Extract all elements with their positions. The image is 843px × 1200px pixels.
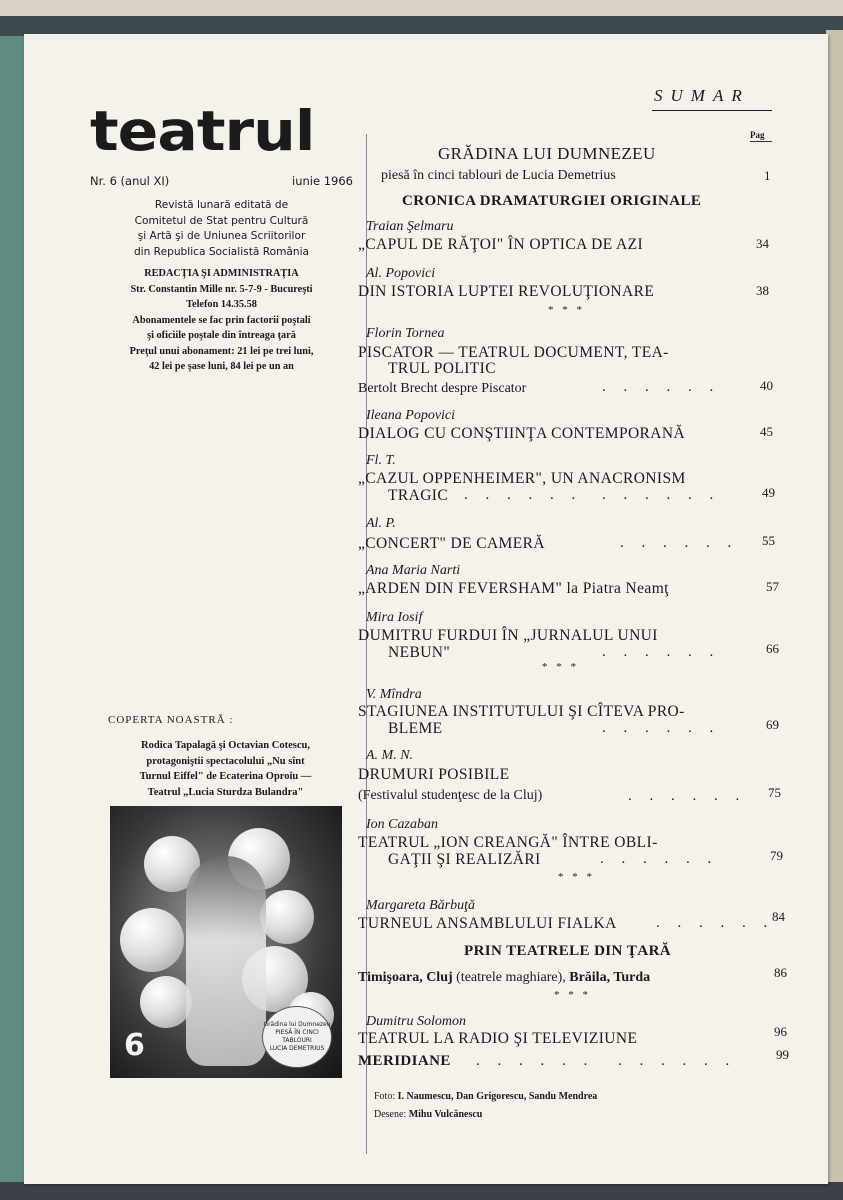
admin-line: Preţul unui abonament: 21 lei pe trei luni, [129, 345, 314, 357]
page-label-rule [750, 141, 772, 142]
toc-entry: TEATRUL „ION CREANGĂ" ÎNTRE OBLI- [358, 834, 658, 851]
magazine-page [24, 34, 828, 1184]
toc-leader: . . . . . . [656, 915, 775, 931]
toc-title: GRĂDINA LUI DUMNEZEU [438, 144, 656, 163]
cover-heading: COPERTA NOASTRĂ : [108, 714, 234, 726]
desc-line: Comitetul de Stat pentru Cultură [134, 214, 309, 227]
toc-entry: TEATRUL LA RADIO ŞI TELEVIZIUNE [358, 1030, 638, 1047]
toc-entry: NEBUN" [388, 644, 451, 661]
toc-author: Florin Tornea [366, 326, 445, 341]
toc-heading: SUMAR [654, 86, 750, 105]
toc-entry-city: Brăila, Turda [569, 970, 651, 985]
toc-entry: „CAZUL OPPENHEIMER", UN ANACRONISM [358, 470, 686, 487]
toc-page: 57 [766, 579, 779, 594]
toc-separator: * * * [542, 661, 579, 673]
toc-entry-row [358, 971, 650, 985]
toc-section-heading: PRIN TEATRELE DIN ŢARĂ [464, 943, 672, 959]
photo-credit-names: I. Naumescu, Dan Grigorescu, Sandu Mendrea [397, 1091, 598, 1102]
toc-entry: DIALOG CU CONŞTIINŢA CONTEMPORANĂ [358, 425, 686, 442]
toc-section-heading: CRONICA DRAMATURGIEI ORIGINALE [402, 193, 702, 209]
toc-page: 79 [770, 848, 783, 863]
toc-entry: STAGIUNEA INSTITUTULUI ŞI CÎTEVA PRO- [358, 703, 685, 720]
toc-entry: GAŢII ŞI REALIZĂRI [388, 851, 541, 868]
balloon-shape [260, 890, 314, 944]
toc-page: 75 [768, 785, 781, 800]
administration-info [90, 266, 353, 375]
toc-entry: „ARDEN DIN FEVERSHAM" la Piatra Neamţ [358, 580, 669, 597]
toc-entry: „CONCERT" DE CAMERĂ [358, 535, 545, 552]
toc-leader: . . . . . . [600, 851, 719, 867]
admin-line: 42 lei pe şase luni, 84 lei pe un an [149, 361, 294, 372]
admin-line: şi oficiile poştale din întreaga ţară [147, 330, 296, 341]
toc-entry-city: Timişoara, Cluj [358, 970, 453, 985]
caption-line: Teatrul „Lucia Sturdza Bulandra" [147, 786, 304, 798]
toc-author: Margareta Bărbuţă [366, 898, 476, 913]
toc-entry: BLEME [388, 720, 443, 737]
toc-page: 96 [774, 1024, 787, 1039]
toc-page: 40 [760, 378, 773, 393]
toc-page: 34 [756, 236, 769, 251]
toc-entry: DUMITRU FURDUI ÎN „JURNALUL UNUI [358, 627, 658, 644]
toc-author: Al. P. [366, 516, 396, 531]
photo-credit-label: Foto: [374, 1091, 396, 1102]
page-label: Pag [750, 130, 765, 140]
toc-author: Traian Şelmaru [366, 219, 454, 234]
publisher-description [90, 198, 353, 260]
toc-author: Ileana Popovici [366, 408, 456, 423]
toc-author: Ion Cazaban [366, 817, 438, 832]
toc-separator: * * * [558, 871, 595, 883]
poster-line: Grădina lui Dumnezeu [263, 1021, 331, 1028]
admin-line: Str. Constantin Mille nr. 5-7-9 - Bucureşti [130, 283, 313, 295]
toc-entry: TURNEUL ANSAMBLULUI FIALKA [358, 915, 617, 932]
book-edge [826, 30, 843, 1185]
drawing-credits [374, 1110, 482, 1120]
toc-leader: . . . . . . [464, 487, 583, 503]
issue-line [90, 174, 353, 188]
toc-leader: . . . . . . [620, 535, 739, 551]
toc-author: Mira Iosif [366, 610, 423, 625]
toc-entry: „CAPUL DE RĂŢOI" ÎN OPTICA DE AZI [358, 236, 644, 253]
toc-page: 86 [774, 965, 787, 980]
toc-page: 55 [762, 533, 775, 548]
cover-photo [110, 806, 342, 1078]
toc-author: Fl. T. [366, 453, 396, 468]
admin-line: Abonamentele se fac prin factorii poştali [132, 314, 311, 326]
toc-author: Al. Popovici [366, 266, 436, 281]
toc-separator: * * * [554, 989, 591, 1001]
desc-line: din Republica Socialistă România [133, 245, 310, 258]
photo-credits [374, 1092, 597, 1102]
toc-entry: PISCATOR — TEATRUL DOCUMENT, TEA- [358, 344, 669, 361]
toc-entry-note: (teatrele maghiare), [456, 970, 566, 985]
toc-entry: (Festivalul studenţesc de la Cluj) [358, 788, 543, 803]
desc-line: şi Artă şi de Uniunea Scriitorilor [137, 230, 306, 242]
poster-badge [262, 1006, 332, 1068]
toc-page: 49 [762, 485, 775, 500]
toc-leader: . . . . . . [602, 487, 721, 503]
issue-number: Nr. 6 (anul XI) [90, 174, 170, 188]
admin-line: REDACŢIA ŞI ADMINISTRAŢIA [144, 268, 299, 279]
balloon-shape [120, 908, 184, 972]
drawing-credit-names: Mihu Vulcănescu [408, 1109, 483, 1120]
balloon-shape [140, 976, 192, 1028]
binding-dark-band [0, 16, 843, 36]
poster-line: LUCIA DEMETRIUS [269, 1045, 325, 1052]
toc-author: V. Mîndra [366, 687, 422, 702]
actress-figure [186, 856, 266, 1066]
toc-heading-rule [652, 110, 772, 111]
toc-page: 38 [756, 283, 769, 298]
toc-page: 1 [764, 168, 771, 183]
toc-page: 66 [766, 641, 779, 656]
poster-line: PIESĂ ÎN CINCI TABLOURI [275, 1029, 319, 1044]
toc-leader: . . . . . . [602, 379, 721, 395]
masthead-title: teatrul [90, 99, 315, 164]
caption-line: Turnul Eiffel" de Ecaterina Oproiu — [139, 771, 312, 782]
toc-leader: . . . . . . [618, 1053, 737, 1069]
toc-leader: . . . . . . [476, 1053, 595, 1069]
toc-leader: . . . . . . [602, 644, 721, 660]
caption-line: Rodica Tapalagă şi Octavian Cotescu, [141, 740, 310, 751]
toc-author: Ana Maria Narti [366, 563, 461, 578]
toc-separator: * * * [548, 304, 585, 316]
admin-line: Telefon 14.35.58 [186, 299, 257, 310]
desc-line: Revistă lunară editată de [154, 199, 289, 211]
toc-entry: Bertolt Brecht despre Piscator [358, 381, 527, 396]
binding-top [0, 0, 843, 16]
toc-entry: DRUMURI POSIBILE [358, 766, 510, 783]
toc-entry: TRUL POLITIC [388, 360, 496, 377]
cover-issue-number: 6 [124, 1028, 145, 1063]
toc-entry: TRAGIC [388, 487, 449, 504]
toc-page: 84 [772, 909, 785, 924]
toc-leader: . . . . . . [602, 720, 721, 736]
toc-page: 69 [766, 717, 779, 732]
toc-leader: . . . . . . [628, 788, 747, 804]
toc-entry: DIN ISTORIA LUPTEI REVOLUŢIONARE [358, 283, 655, 300]
cover-caption [108, 738, 343, 800]
toc-author: Dumitru Solomon [366, 1014, 466, 1029]
binding-bottom [0, 1182, 843, 1200]
caption-line: protagoniştii spectacolului „Nu sînt [146, 755, 305, 767]
toc-page: 99 [776, 1047, 789, 1062]
drawing-credit-label: Desene: [374, 1109, 407, 1120]
toc-subtitle: piesă în cinci tablouri de Lucia Demetrius [381, 168, 616, 183]
toc-entry: MERIDIANE [358, 1053, 451, 1069]
toc-author: A. M. N. [366, 748, 414, 763]
issue-date: iunie 1966 [292, 174, 353, 188]
toc-page: 45 [760, 424, 773, 439]
